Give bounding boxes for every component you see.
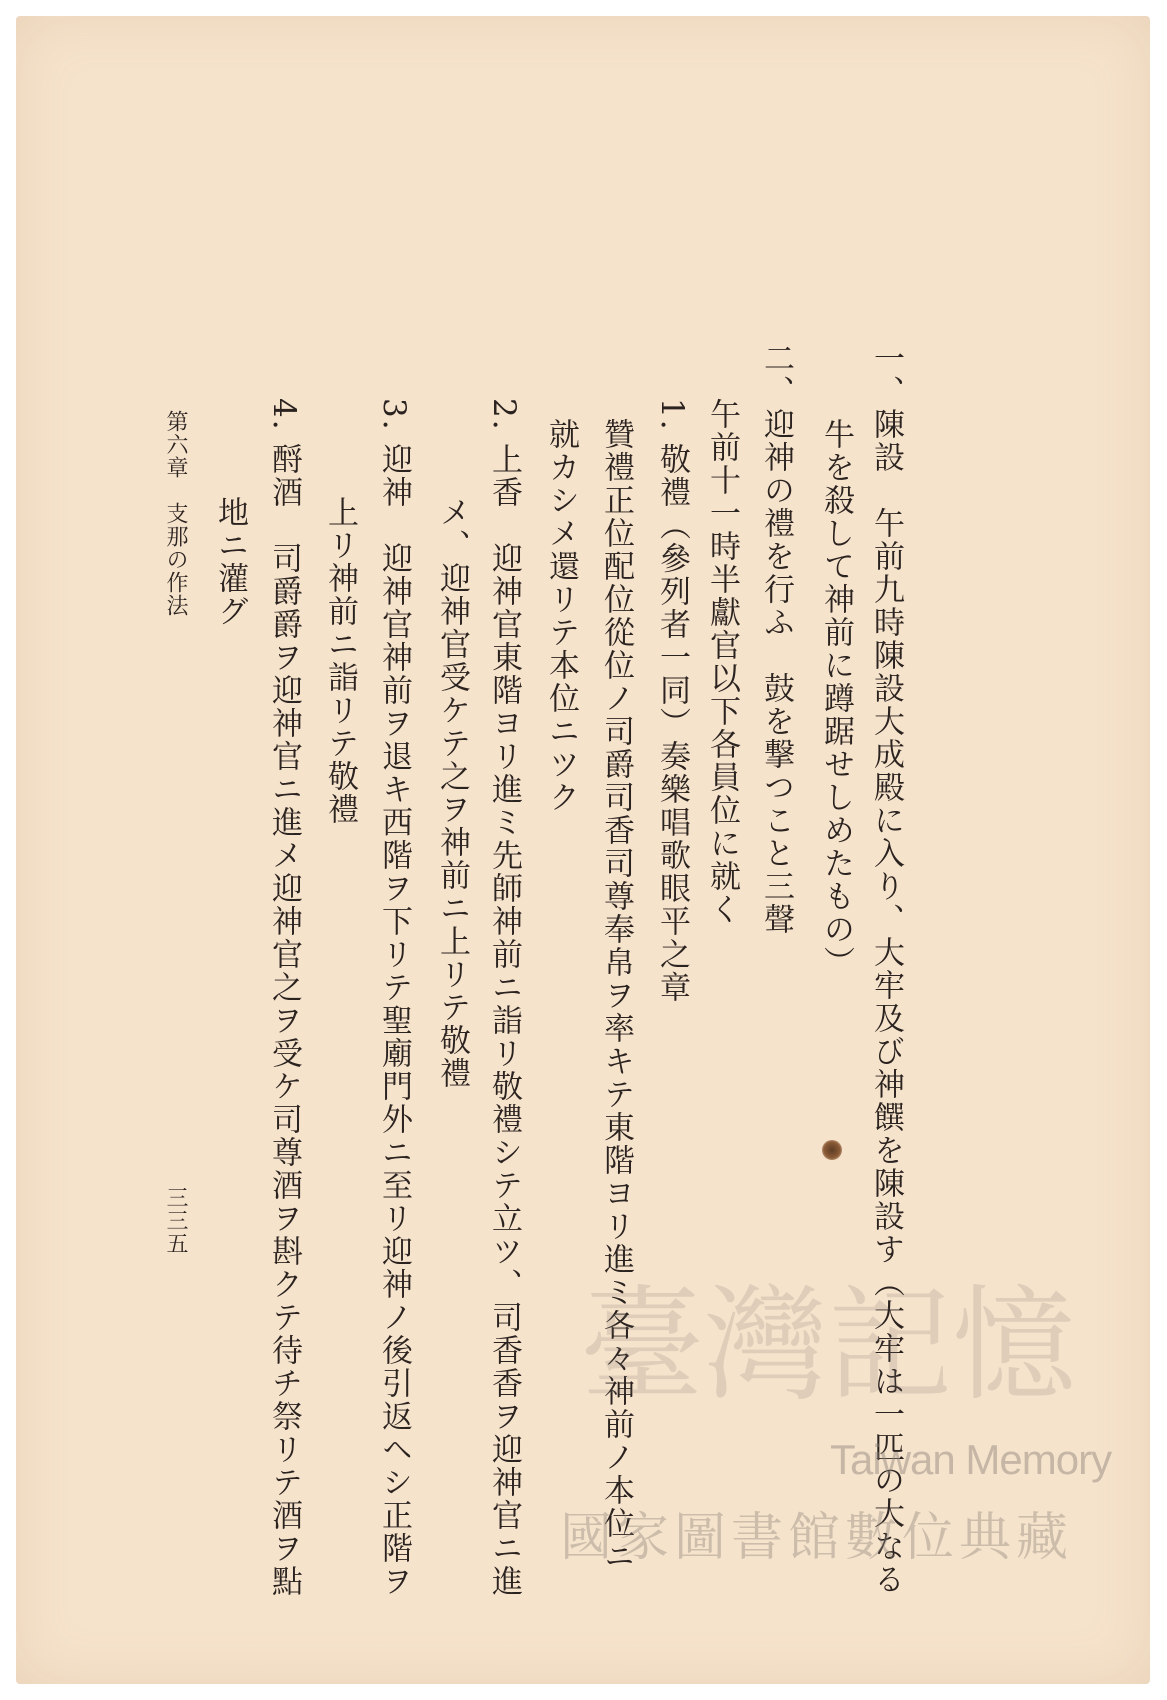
paper-stain [822,1140,842,1160]
chapter-title: 第六章 支那の作法 [163,410,188,617]
text-column-13: 地ニ灌グ [212,496,248,628]
text-column-3: 二、迎神の禮を行ふ 鼓を撃つこと三聲 [758,342,794,936]
text-column-10: 3. 迎神 迎神官神前ヲ退キ西階ヲ下リテ聖廟門外ニ至リ迎神ノ後引返ヘシ正階ヲ [376,398,412,1599]
watermark-chinese-text: 臺灣記憶 [580,1274,1077,1410]
watermark-library: 國家圖書館數位典藏 [560,1508,1074,1568]
text-column-8: 2. 上香 迎神官東階ヨリ進ミ先師神前ニ詣リ敬禮シテ立ツ、司香香ヲ迎神官ニ進 [486,398,522,1599]
watermark-english: Taiwan Memory [830,1436,1112,1483]
text-column-12: 4. 酹酒 司爵爵ヲ迎神官ニ進メ迎神官之ヲ受ケ司尊酒ヲ斟クテ待チ祭リテ酒ヲ點 [266,398,302,1599]
page-number: 三三五 [163,1186,188,1255]
text-column-5: 1. 敬禮（參列者一同）奏樂唱歌眼平之章 [654,398,690,1005]
text-column-1: 一、陳設 午前九時陳設大成殿に入り、大牢及び神饌を陳設す（大牢は一匹の大なる [868,342,904,1596]
watermark-logo [580,1270,1100,1410]
book-page [16,16,1150,1684]
text-column-9: メ、迎神官受ケテ之ヲ神前ニ上リテ敬禮 [434,496,470,1090]
text-column-7: 就カシメ還リテ本位ニツク [543,418,579,814]
text-column-4: 午前十一時半獻官以下各員位に就く [704,398,740,926]
text-column-2: 牛を殺して神前に蹲踞せしめたもの） [818,418,854,979]
text-column-11: 上リ神前ニ詣リテ敬禮 [322,496,358,826]
text-column-6: 贊禮正位配位從位ノ司爵司香司尊奉帛ヲ率キテ東階ヨリ進ミ各々神前ノ本位ニ [598,418,634,1573]
